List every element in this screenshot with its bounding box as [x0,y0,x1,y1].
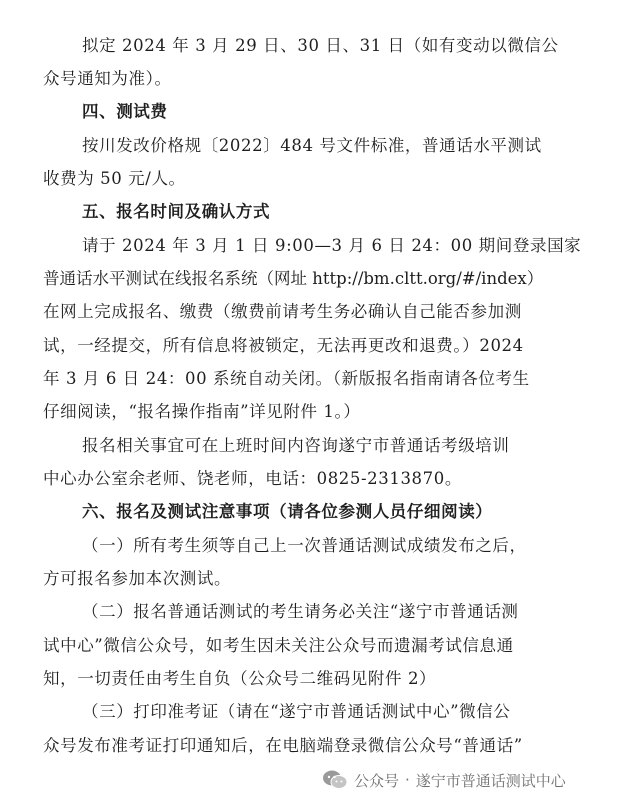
watermark-separator: · [405,771,410,789]
text-line: 方可报名参加本次测试。 [43,569,232,588]
watermark-source: 公众号 [354,771,400,790]
text-line: 众号通知为准）。 [43,69,172,88]
text-line: 报名相关事宜可在上班时间内咨询遂宁市普通话考级培训 [82,436,510,455]
text-line: 众号发布准考证打印通知后，在电脑端登录微信公众号“普通话” [43,736,523,755]
text-line: 知，一切责任由考生自负（公众号二维码见附件 2） [43,669,437,688]
text-line: （一）所有考生须等自己上一次普通话测试成绩发布之后， [82,536,527,555]
text-line: 收费为 50 元/人。 [43,169,186,188]
text-line: 请于 2024 年 3 月 1 日 9:00—3 月 6 日 24：00 期间登录国家 [82,236,582,255]
text-line: 中心办公室余老师、饶老师，电话：0825-2313870。 [43,469,462,488]
section-heading: 四、测试费 [82,102,168,121]
text-line: （二）报名普通话测试的考生请务必关注“遂宁市普通话测 [82,602,519,621]
text-line: 在网上完成报名、缴费（缴费前请考生务必确认自己能否参加测 [43,302,522,321]
text-line: 年 3 月 6 日 24：00 系统自动关闭。（新版报名指南请各位考生 [43,369,530,388]
text-line: 按川发改价格规〔2022〕484 号文件标准，普通话水平测试 [82,136,542,155]
section-heading: 六、报名及测试注意事项（请各位参测人员仔细阅读） [82,502,493,521]
section-heading: 五、报名时间及确认方式 [82,202,271,221]
text-line: （三）打印准考证（请在“遂宁市普通话测试中心”微信公 [82,702,511,721]
text-line: 试中心”微信公众号，如考生因未关注公众号而遗漏考试信息通 [43,636,514,655]
text-line: 拟定 2024 年 3 月 29 日、30 日、31 日（如有变动以微信公 [82,36,559,55]
watermark-account: 遂宁市普通话测试中心 [415,771,566,790]
text-line: 试，一经提交，所有信息将被锁定，无法再更改和退费。）2024 [43,336,524,355]
wechat-watermark [322,766,566,794]
wechat-icon [322,769,348,791]
text-line: 普通话水平测试在线报名系统（网址 http://bm.cltt.org/#/index） [43,269,544,288]
text-line: 仔细阅读，“报名操作指南”详见附件 1。） [43,402,361,421]
